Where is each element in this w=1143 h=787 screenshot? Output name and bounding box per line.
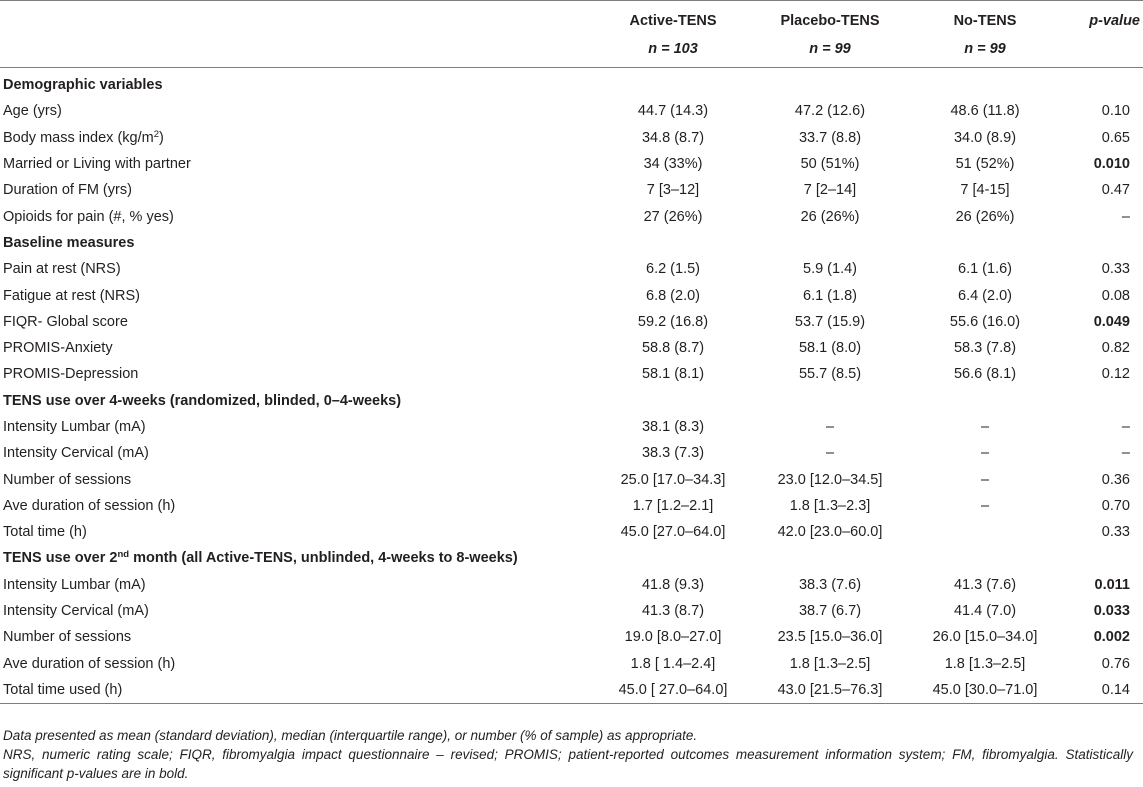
cell-no-tens: 26 (26%) [955, 208, 1015, 225]
table-row [0, 598, 1143, 624]
footnote-2 [3, 745, 1133, 783]
cell-no-tens: – [980, 445, 990, 462]
row-label: Total time used (h) [0, 677, 595, 704]
cell-p-value: 0.08 [1101, 287, 1130, 304]
row-label: Total time (h) [3, 524, 87, 541]
row-label: PROMIS-Depression [3, 366, 139, 383]
header-placebo-tens: Placebo-TENS [780, 13, 880, 29]
cell-placebo-tens: 43.0 [21.5–76.3] [751, 677, 909, 704]
cell-placebo-tens: 7 [2–14] [803, 182, 857, 199]
footnote-2-text: NRS, numeric rating scale; FIQR, fibromyalgia impact questionnaire – revised; PROMIS; patient-reported outcomes measurement information system; FM, fibromyalgia. Statistically significant p-values are in bold. [3, 747, 1133, 781]
table-body [0, 68, 1143, 704]
section-title: Demographic variables [3, 77, 163, 94]
cell-p-value: 0.14 [1061, 677, 1143, 704]
cell-active-tens: 19.0 [8.0–27.0] [624, 629, 722, 646]
header-n-p-blank [1061, 35, 1143, 68]
row-label-superscript: 2 [153, 128, 159, 140]
cell-p-value: 0.47 [1101, 182, 1130, 199]
cell-placebo-tens: – [825, 445, 835, 462]
cell-placebo-tens: 53.7 (15.9) [794, 313, 866, 330]
row-label: Intensity Cervical (mA) [3, 603, 149, 620]
table-row [0, 203, 1143, 229]
section-header-row [0, 545, 1143, 571]
header-n-none [909, 35, 1061, 68]
cell-p-value: – [1121, 445, 1130, 462]
cell-active-tens: 38.1 (8.3) [641, 419, 705, 435]
cell-active-tens: 1.8 [ 1.4–2.4] [630, 655, 716, 672]
n-none-text: n = 99 [964, 41, 1006, 57]
cell-p-value: 0.70 [1101, 497, 1130, 514]
cell-active-tens: 45.0 [ 27.0–64.0] [595, 677, 751, 704]
cell-p-value: 0.049 [1093, 313, 1130, 330]
header-n-blank [0, 35, 595, 68]
section-title: TENS use over 2nd month (all Active-TENS, unblinded, 4-weeks to 8-weeks) [3, 549, 518, 567]
cell-no-tens: 1.8 [1.3–2.5] [944, 655, 1026, 672]
cell-no-tens: 48.6 (11.8) [950, 103, 1020, 120]
cell-placebo-tens: 50 (51%) [800, 156, 860, 173]
cell-no-tens: 45.0 [30.0–71.0] [909, 677, 1061, 704]
table-row [0, 282, 1143, 308]
table-row [0, 519, 1143, 545]
cell-no-tens: 51 (52%) [955, 156, 1015, 173]
cell-no-tens: 58.3 (7.8) [953, 340, 1017, 357]
cell-no-tens: 6.1 (1.6) [958, 261, 1012, 278]
n-active-text: n = 103 [648, 41, 698, 57]
cell-placebo-tens: 47.2 (12.6) [794, 103, 866, 120]
row-label: Number of sessions [3, 471, 132, 488]
header-n-row [0, 35, 1143, 68]
cell-p-value: – [1121, 419, 1130, 435]
cell-active-tens: 34 (33%) [643, 156, 703, 173]
table-row [0, 466, 1143, 492]
cell-active-tens: 41.8 (9.3) [641, 576, 705, 593]
cell-no-tens: 55.6 (16.0) [949, 313, 1021, 330]
section-title-superscript: nd [117, 549, 130, 561]
row-label: FIQR- Global score [3, 313, 128, 330]
table-row [0, 361, 1143, 387]
cell-p-value: 0.36 [1101, 471, 1130, 488]
cell-placebo-tens: – [825, 419, 835, 435]
cell-p-value: 0.12 [1101, 366, 1130, 383]
n-placebo-text: n = 99 [809, 41, 851, 57]
table-row [0, 256, 1143, 282]
header-row [0, 1, 1143, 36]
cell-p-value: 0.82 [1101, 340, 1130, 357]
header-active-tens: Active-TENS [629, 13, 717, 29]
table-row [0, 624, 1143, 650]
table-row [0, 677, 1143, 704]
table-footnotes [3, 726, 1133, 783]
cell-placebo-tens: 42.0 [23.0–60.0] [777, 524, 883, 541]
cell-no-tens: 7 [4-15] [960, 182, 1010, 199]
table-row [0, 651, 1143, 677]
cell-no-tens: 34.0 (8.9) [953, 129, 1017, 146]
cell-active-tens: 38.3 (7.3) [641, 445, 705, 462]
cell-no-tens: 26.0 [15.0–34.0] [932, 629, 1038, 646]
row-label: Duration of FM (yrs) [3, 182, 132, 199]
cell-placebo-tens: 38.7 (6.7) [798, 603, 862, 620]
section-title: Baseline measures [3, 234, 135, 251]
cell-p-value: 0.33 [1101, 261, 1130, 278]
cell-placebo-tens: 58.1 (8.0) [798, 340, 862, 357]
row-label: Body mass index $(kg/m^2)$ [3, 128, 164, 146]
section-title: TENS use over 4-weeks (randomized, blinded, 0–4-weeks) [3, 392, 402, 409]
cell-no-tens: 6.4 (2.0) [958, 287, 1012, 304]
cell-active-tens: 6.8 (2.0) [646, 287, 700, 304]
cell-no-tens [909, 519, 1061, 545]
cell-active-tens: 7 [3–12] [646, 182, 700, 199]
cell-no-tens: – [980, 497, 990, 514]
table-row [0, 151, 1143, 177]
table-row [0, 177, 1143, 203]
cell-active-tens: 25.0 [17.0–34.3] [620, 471, 726, 488]
cell-placebo-tens: 23.5 [15.0–36.0] [777, 629, 883, 646]
row-label: PROMIS-Anxiety [3, 340, 113, 357]
cell-no-tens: – [980, 471, 990, 488]
row-label: Fatigue at rest (NRS) [3, 287, 140, 304]
cell-placebo-tens: 55.7 (8.5) [798, 366, 862, 383]
section-header-row [0, 68, 1143, 99]
cell-placebo-tens: 38.3 (7.6) [798, 576, 862, 593]
row-label: Married or Living with partner [3, 156, 191, 173]
table-row [0, 493, 1143, 519]
header-n-placebo [751, 35, 909, 68]
cell-no-tens: 41.3 (7.6) [953, 576, 1017, 593]
header-p-value [1061, 1, 1143, 36]
table-row [0, 335, 1143, 361]
cell-p-value: 0.65 [1101, 129, 1130, 146]
cell-p-value: – [1121, 208, 1130, 225]
header-blank [0, 1, 595, 36]
cell-p-value: 0.33 [1101, 524, 1130, 541]
header-no-tens: No-TENS [953, 13, 1017, 29]
table-row [0, 98, 1143, 124]
table-row [0, 440, 1143, 466]
cell-p-value: 0.10 [1101, 103, 1130, 120]
cell-no-tens: 56.6 (8.1) [953, 366, 1017, 383]
cell-active-tens: 6.2 (1.5) [646, 261, 700, 278]
row-label: Pain at rest (NRS) [3, 261, 121, 278]
cell-active-tens: 58.8 (8.7) [641, 340, 705, 357]
cell-placebo-tens: 33.7 (8.8) [798, 129, 862, 146]
cell-active-tens: 45.0 [27.0–64.0] [620, 524, 726, 541]
table-header [0, 1, 1143, 68]
row-label: Ave duration of session (h) [3, 655, 176, 672]
cell-active-tens: 1.7 [1.2–2.1] [632, 497, 714, 514]
row-label: Number of sessions [3, 629, 132, 646]
cell-active-tens: 34.8 (8.7) [641, 129, 705, 146]
cell-p-value: 0.002 [1093, 629, 1130, 646]
cell-placebo-tens: 23.0 [12.0–34.5] [777, 471, 883, 488]
header-n-active [595, 35, 751, 68]
cell-p-value: 0.76 [1101, 655, 1130, 672]
cell-placebo-tens: 26 (26%) [800, 208, 860, 225]
header-p-value-text: p-value [1089, 13, 1140, 29]
cell-p-value: 0.011 [1094, 576, 1130, 593]
cell-placebo-tens: 1.8 [1.3–2.3] [789, 497, 871, 514]
table-row [0, 309, 1143, 335]
row-label: Intensity Lumbar (mA) [3, 419, 146, 435]
section-header-row [0, 388, 1143, 414]
table-row [0, 125, 1143, 151]
cell-no-tens: 41.4 (7.0) [953, 603, 1017, 620]
cell-active-tens: 58.1 (8.1) [641, 366, 705, 383]
row-label: Intensity Lumbar (mA) [3, 576, 146, 593]
cell-active-tens: 59.2 (16.8) [637, 313, 709, 330]
cell-placebo-tens: 1.8 [1.3–2.5] [789, 655, 871, 672]
row-label: Opioids for pain (#, % yes) [3, 208, 174, 225]
cell-no-tens: – [980, 419, 990, 435]
row-label: Age (yrs) [3, 103, 62, 120]
cell-placebo-tens: 6.1 (1.8) [803, 287, 857, 304]
cell-placebo-tens: 5.9 (1.4) [803, 261, 857, 278]
row-label: Ave duration of session (h) [3, 497, 176, 514]
cell-active-tens: 41.3 (8.7) [641, 603, 705, 620]
cell-p-value: 0.010 [1093, 156, 1130, 173]
cell-active-tens: 44.7 (14.3) [637, 103, 709, 120]
cell-p-value: 0.033 [1093, 603, 1130, 620]
table-row [0, 572, 1143, 598]
row-label: Intensity Cervical (mA) [3, 445, 149, 462]
footnote-1: Data presented as mean (standard deviation), median (interquartile range), or number (% of sample) as appropriate. [3, 728, 698, 743]
table-row [0, 414, 1143, 440]
section-header-row [0, 230, 1143, 256]
cell-active-tens: 27 (26%) [643, 208, 703, 225]
